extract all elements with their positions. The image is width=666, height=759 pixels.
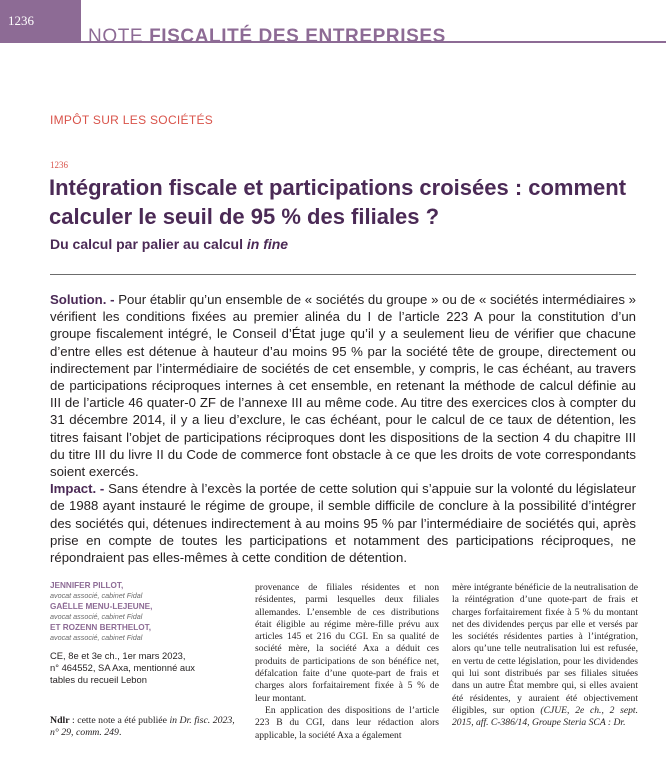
column-citation: (CJUE, 2e ch., 2 sept. 2015, aff. C-386/14, Groupe Steria SCA : Dr. [452, 704, 638, 729]
header-title-bold: FISCALITÉ DES ENTREPRISES [149, 26, 446, 47]
subtitle-main: Du calcul par palier au calcul [50, 236, 247, 252]
solution-paragraph [50, 291, 636, 480]
reference-line: tables du recueil Lebon [50, 673, 147, 685]
header-title [88, 26, 446, 48]
author-name: GAËLLE MENU-LEJEUNE, [50, 602, 153, 611]
ndlr-text: : cette note a été publiée [69, 715, 170, 726]
solution-text: Pour établir qu’un ensemble de « sociétés du groupe » ou de « sociétés intermédiaires » vérifient les conditions fixées au premier alinéa du I de l’article 223 A pour la constitution d’un groupe fiscalement intégré, le Conseil d’État juge qu’il y a seulement lieu de vérifier que chacune d’entre elles est détenue à hauteur d’au moins 95 % par la société tête de groupe, directement ou indirectement par l’intermédiaire de sociétés de cet ensemble, y compris, le cas échéant, au travers de participations réciproques internes à cet ensemble, en retenant la méthode de calcul définie au III de l’article 46 quater-0 ZF de l’annexe III au même code. Au titre des exercices clos à compter du 31 décembre 2014, il y a lieu d’exclure, le cas échéant, pour le calcul de ce taux de détention, les titres faisant l’objet de participations réciproques dont les dispositions de la section 4 du chapitre III du titre III du livre II du Code de commerce font obstacle à ce que les droits de vote correspondants soient exercés. [50, 292, 636, 480]
author-name: ET ROZENN BERTHELOT, [50, 623, 151, 632]
solution-lead: Solution. - [50, 292, 115, 307]
page-number-tab [0, 0, 81, 41]
author-role: avocat associé, cabinet Fidal [50, 612, 143, 621]
column-paragraph: provenance de filiales résidentes et non résidentes, parmi lesquelles deux filiales allemandes. L’ensemble de ces distributions était éligible au régime mère-fille prévu aux articles 145 et 216 du CGI. En sa qualité de société mère, la société Axa a déduit ces produits de participations de son bénéfice net, défalcation faite d’une quote-part de frais et charges alors forfaitairement fixée à 5 % de leur montant. [255, 582, 439, 704]
reference-line: n° 464552, SA Axa, mentionné aux [50, 661, 195, 673]
author-role: avocat associé, cabinet Fidal [50, 591, 143, 600]
impact-text: Sans étendre à l’excès la portée de cette solution qui s’appuie sur la volonté du législateur de 1988 ayant instauré le régime de groupe, il semble difficile de conclure à la possibilité d’intégrer des sociétés qui, détenues indirectement à au moins 95 % par l’intermédiaire de sociétés qui, après prise en compte de toutes les participations et notamment des participations réciproques, ne répondraient pas elles-mêmes à cette condition de détention. [50, 481, 636, 566]
body-column-2 [255, 582, 439, 742]
author-name: JENNIFER PILLOT, [50, 581, 124, 590]
subtitle-italic: in fine [246, 236, 289, 252]
section-label: IMPÔT SUR LES SOCIÉTÉS [50, 113, 214, 127]
header-title-prefix: NOTE [88, 26, 150, 47]
authors-block [50, 581, 230, 644]
reference-line: CE, 8e et 3e ch., 1er mars 2023, [50, 650, 186, 661]
impact-lead: Impact. - [50, 481, 105, 497]
editor-note [50, 715, 238, 739]
title-divider [50, 274, 636, 275]
column-paragraph [452, 582, 638, 730]
author-role: avocat associé, cabinet Fidal [50, 633, 143, 642]
ndlr-journal: in Dr. fisc. 2023, n° 29, comm. 249 [50, 715, 235, 739]
decision-reference [50, 650, 230, 685]
note-number: 1236 [50, 160, 68, 170]
column-paragraph: En application des dispositions de l’article 223 B du CGI, dans leur rédaction alors applicable, la société Axa a également [255, 704, 439, 741]
impact-paragraph [50, 480, 636, 566]
ndlr-lead: Ndlr [50, 715, 70, 726]
column-text: mère intégrante bénéficie de la neutralisation de la réintégration d’une quote-part de frais et charges forfaitairement fixée à 5 % du montant net des dividendes perçus par elle et versés par les sociétés résidentes parties à l’intégration, alors qu’une telle neutralisation lui est refusée, en vertu de cette législation, pour les dividendes qui lui sont distribués par ses filiales situées dans un autre État membre qui, si elles avaient été résidentes, y auraient été objectivement éligibles, sur option [452, 582, 638, 716]
article-subtitle [50, 236, 288, 252]
page-number: 1236 [8, 13, 34, 28]
summary-block [50, 291, 636, 566]
ndlr-end: . [118, 727, 122, 739]
body-column-3 [452, 582, 638, 730]
article-title: Intégration fiscale et participations croisées : comment calculer le seuil de 95 % des filiales ? [49, 175, 627, 229]
